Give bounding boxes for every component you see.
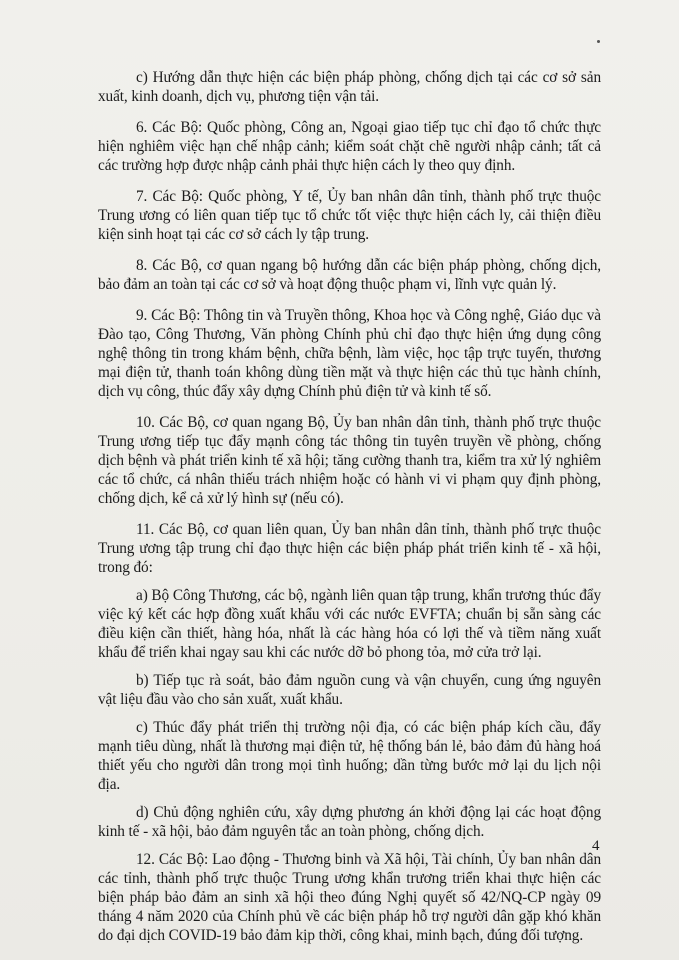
paragraph-8: 8. Các Bộ, cơ quan ngang bộ hướng dẫn các biện pháp phòng, chống dịch, bảo đảm an toàn tại các cơ sở và hoạt động thuộc phạm vi, lĩnh vực quản lý.: [98, 257, 601, 293]
page-number: 4: [592, 838, 600, 854]
paragraph-11a: a) Bộ Công Thương, các bộ, ngành liên quan tập trung, khẩn trương thúc đẩy việc ký kết các hợp đồng xuất khẩu với các nước EVFTA; chuẩn bị sẵn sàng các điều kiện cần thiết, hàng hóa, nhất là các hàng hóa có lợi thế và tiềm năng xuất khẩu để triển khai ngay sau khi các nước dỡ bỏ phong tỏa, mở cửa trở lại.: [98, 587, 601, 661]
scan-speck: [597, 40, 600, 43]
paragraph-11b: b) Tiếp tục rà soát, bảo đảm nguồn cung và vận chuyển, cung ứng nguyên vật liệu đầu vào cho sản xuất, xuất khẩu.: [98, 672, 601, 708]
paragraph-10: 10. Các Bộ, cơ quan ngang Bộ, Ủy ban nhân dân tỉnh, thành phố trực thuộc Trung ương tiếp tục đẩy mạnh công tác thông tin tuyên truyền về phòng, chống dịch bệnh và phát triển kinh tế xã hội; tăng cường thanh tra, kiểm tra xử lý nghiêm các tổ chức, cá nhân thiếu trách nhiệm hoặc có hành vi vi phạm quy định phòng, chống dịch, kể cả xử lý hình sự (nếu có).: [98, 414, 601, 507]
paragraph-11d: d) Chủ động nghiên cứu, xây dựng phương án khởi động lại các hoạt động kinh tế - xã hội, bảo đảm nguyên tắc an toàn phòng, chống dịch.: [98, 804, 601, 840]
paragraph-11: 11. Các Bộ, cơ quan liên quan, Ủy ban nhân dân tỉnh, thành phố trực thuộc Trung ương tập trung chỉ đạo thực hiện các biện pháp phát triển kinh tế - xã hội, trong đó:: [98, 521, 601, 576]
paragraph-11c: c) Thúc đẩy phát triển thị trường nội địa, có các biện pháp kích cầu, đẩy mạnh tiêu dùng, nhất là thương mại điện tử, hệ thống bán lẻ, bảo đảm đủ hàng hoá thiết yếu cho người dân trong mọi tình huống; dần từng bước mở lại du lịch nội địa.: [98, 719, 601, 793]
paragraph-12: 12. Các Bộ: Lao động - Thương binh và Xã hội, Tài chính, Ủy ban nhân dân các tỉnh, thành phố trực thuộc Trung ương khẩn trương triển khai thực hiện các biện pháp bảo đảm an sinh xã hội theo đúng Nghị quyết số 42/NQ-CP ngày 09 tháng 4 năm 2020 của Chính phủ về các biện pháp hỗ trợ người dân gặp khó khăn do đại dịch COVID-19 bảo đảm kịp thời, công khai, minh bạch, đúng đối tượng.: [98, 851, 601, 944]
paragraph-6: 6. Các Bộ: Quốc phòng, Công an, Ngoại giao tiếp tục chỉ đạo tổ chức thực hiện nghiêm việc hạn chế nhập cảnh; kiểm soát chặt chẽ người nhập cảnh; tất cả các trường hợp được nhập cảnh phải thực hiện cách ly theo quy định.: [98, 119, 601, 174]
paragraph-5c: c) Hướng dẫn thực hiện các biện pháp phòng, chống dịch tại các cơ sở sản xuất, kinh doanh, dịch vụ, phương tiện vận tải.: [98, 69, 601, 105]
paragraph-7: 7. Các Bộ: Quốc phòng, Y tế, Ủy ban nhân dân tỉnh, thành phố trực thuộc Trung ương có liên quan tiếp tục tổ chức tốt việc thực hiện cách ly, cải thiện điều kiện sinh hoạt tại các cơ sở cách ly tập trung.: [98, 188, 601, 243]
paragraph-9: 9. Các Bộ: Thông tin và Truyền thông, Khoa học và Công nghệ, Giáo dục và Đào tạo, Công Thương, Văn phòng Chính phủ chỉ đạo thực hiện ứng dụng công nghệ thông tin trong khám bệnh, chữa bệnh, làm việc, học tập trực tuyến, thương mại điện tử, thanh toán không dùng tiền mặt và thực hiện các thủ tục hành chính, dịch vụ công, thúc đẩy xây dựng Chính phủ điện tử và kinh tế số.: [98, 307, 601, 400]
